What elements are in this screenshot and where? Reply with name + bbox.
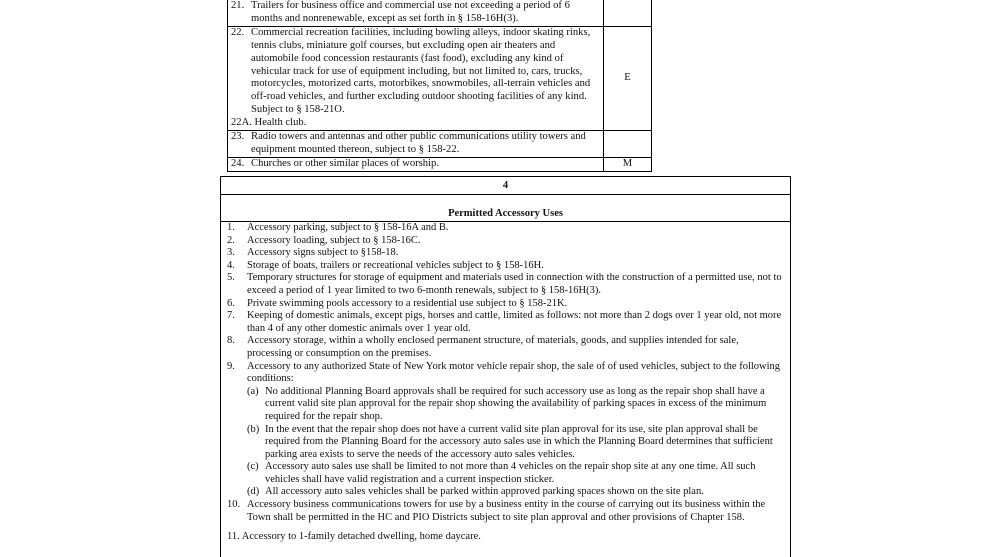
list-item (231, 27, 603, 117)
code-cell: E (604, 26, 652, 130)
list-item (227, 222, 782, 235)
accessory-list (221, 222, 790, 544)
code-cell (604, 131, 652, 158)
table-row (228, 26, 652, 130)
sub-item-letter: (c) (247, 461, 259, 473)
item-text: Accessory storage, within a wholly enclosed permanent structure, of materials, goods, and supplies intended for sale, processing or consumption on the premises. (247, 335, 739, 359)
item-number: 6. (227, 297, 235, 309)
list-item-11: 11. Accessory to 1-family detached dwelling, home daycare. (227, 531, 481, 543)
item-text: Accessory parking, subject to § 158-16A and B. (247, 222, 449, 233)
item-number: 21. (231, 0, 245, 11)
item-text: Churches or other similar places of worship. (251, 157, 439, 169)
list-item (227, 260, 782, 273)
health-club-item: 22A. Health club. (231, 117, 307, 129)
list-item (231, 158, 603, 171)
sub-item (227, 386, 782, 424)
item-number: 8. (227, 335, 235, 347)
list-item (231, 0, 603, 26)
item-text: Temporary structures for storage of equipment and materials used in connection with the construction of a permitted use, not to exceed a period of 1 year limited to two 6-month renewals, subject to § 158-16H(3). (247, 272, 782, 296)
item-text: Radio towers and antennas and other public communications utility towers and equipment mounted thereon, subject to § 158-22. (251, 131, 586, 155)
sub-item-text: In the event that the repair shop does not have a current valid site plan approval for its use, site plan approval shall be required from the Planning Board for the accessory auto sales use in which the Planning Board determines that sufficient parking area exists to serve the needs of the accessory auto sales vehicles. (265, 423, 773, 460)
list-item (227, 247, 782, 260)
use-cell (228, 0, 604, 26)
item-number: 24. (231, 157, 245, 169)
section-title: Permitted Accessory Uses (448, 208, 563, 219)
item-text: Accessory business communications towers for use by a business entity in the course of carrying out its business within the Town shall be permitted in the HC and PIO Districts subject to site plan approval and other provisions of Chapter 158. (247, 499, 766, 523)
list-item (227, 499, 782, 524)
use-cell (228, 131, 604, 158)
item-number: 7. (227, 310, 235, 322)
item-number: 3. (227, 247, 235, 259)
sub-item-text: No additional Planning Board approvals shall be required for such accessory use as long as the repair shop shall have a current valid site plan approval for the repair shop showing the availability of parking spaces in excess of the minimum required for the repair shop. (265, 385, 767, 422)
sub-item-letter: (a) (247, 385, 259, 397)
list-item (227, 335, 782, 360)
code-cell (604, 0, 652, 26)
item-number: 2. (227, 234, 235, 246)
item-number: 22. (231, 26, 245, 38)
list-item (227, 235, 782, 248)
item-text: Private swimming pools accessory to a residential use subject to § 158-21K. (247, 297, 568, 309)
sub-item (227, 486, 782, 499)
sub-item-text: Accessory auto sales use shall be limited to not more than 4 vehicles on the repair shop site at any one time. All such vehicles shall have valid registration and a current inspection sticker. (265, 461, 756, 485)
item-number: 10. (227, 499, 241, 511)
accessory-uses-box (220, 176, 791, 557)
permitted-uses-table (227, 0, 652, 172)
sub-item-letter: (d) (247, 486, 260, 498)
sub-item (227, 424, 782, 462)
code-cell: M (604, 157, 652, 171)
list-item (227, 361, 782, 386)
use-cell (228, 26, 604, 130)
list-item (227, 310, 782, 335)
item-number: 4. (227, 259, 235, 271)
item-text: Keeping of domestic animals, except pigs, horses and cattle, limited as follows: not more than 2 dogs over 1 year old, not more than 4 of any other domestic animals over 1 year old. (247, 310, 782, 334)
item-number: 23. (231, 131, 245, 143)
list-item (227, 272, 782, 297)
sub-item-text: All accessory auto sales vehicles shall be parked within approved parking spaces shown on the site plan. (265, 486, 704, 498)
item-number: 9. (227, 360, 235, 372)
use-cell (228, 157, 604, 171)
item-text: Accessory signs subject to §158-18. (247, 247, 399, 259)
item-text: Storage of boats, trailers or recreational vehicles subject to § 158-16H. (247, 259, 544, 271)
item-number: 1. (227, 222, 235, 233)
column-number: 4 (221, 177, 790, 195)
table-row (228, 131, 652, 158)
item-text: Accessory to any authorized State of New York motor vehicle repair shop, the sale of of used vehicles, subject to the following conditions: (247, 360, 781, 385)
list-item (227, 298, 782, 311)
item-text: Commercial recreation facilities, including bowling alleys, indoor skating rinks, tennis clubs, miniature golf courses, but excluding open air theaters and automobile food concession restaurants (fast food), excluding any kind of vehicular track for use of equipment including, but not limited to, cars, trucks, motorcycles, motorized carts, motorbikes, snowmobiles, all-terrain vehicles and off-road vehicles, and further excluding outdoor shooting facilities of any kind. Subject to § 158-21O. (251, 26, 591, 116)
item-number: 5. (227, 272, 235, 284)
item-text: Trailers for business office and commercial use not exceeding a period of 6 months and nonrenewable, except as set forth in § 158-16H(3). (251, 0, 570, 24)
sub-item (227, 461, 782, 486)
list-item (231, 131, 603, 157)
table-row (228, 157, 652, 171)
item-text: Accessory loading, subject to § 158-16C. (247, 234, 421, 246)
sub-item-letter: (b) (247, 423, 260, 435)
table-row (228, 0, 652, 26)
